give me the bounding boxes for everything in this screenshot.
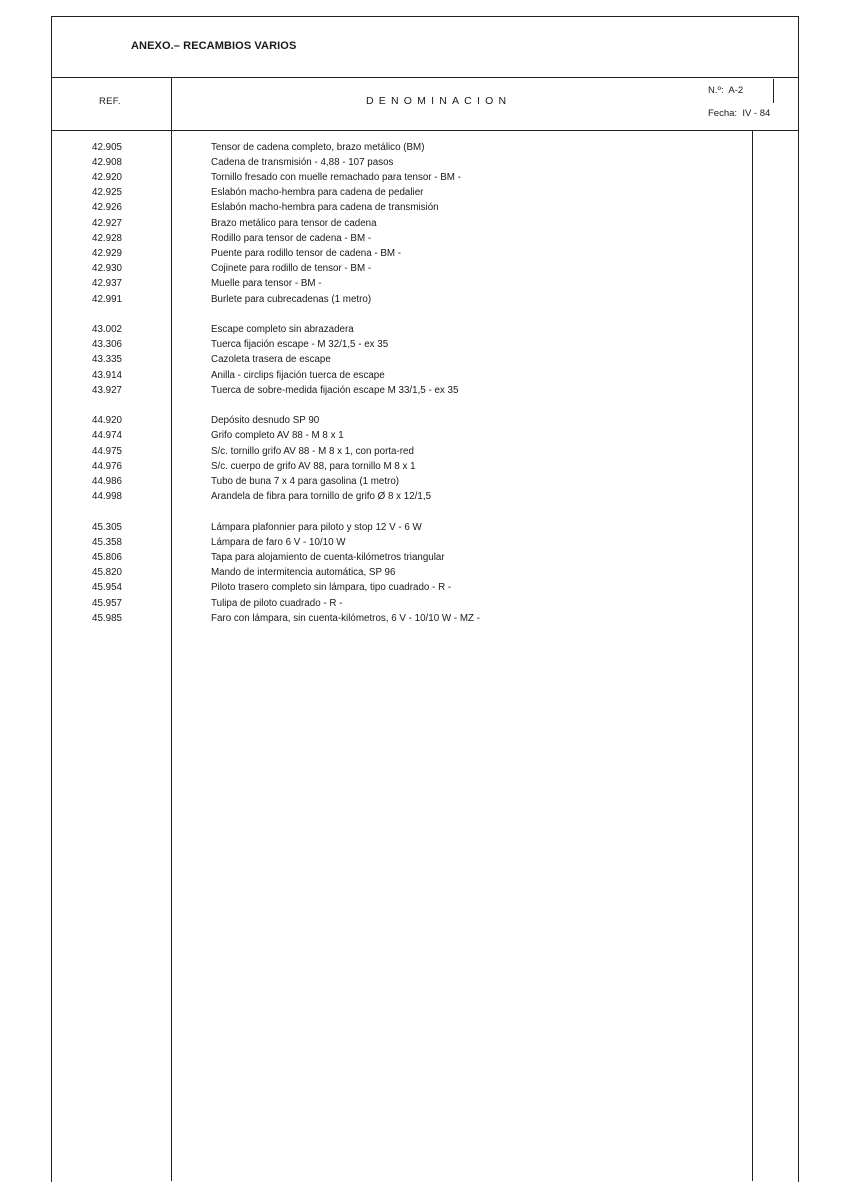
part-description: Tulipa de piloto cuadrado - R - bbox=[211, 597, 343, 609]
part-description: Tubo de buna 7 x 4 para gasolina (1 metro) bbox=[211, 475, 400, 487]
parts-row bbox=[0, 276, 849, 291]
part-ref: 42.928 bbox=[92, 232, 122, 244]
parts-row bbox=[0, 140, 849, 155]
part-description: Cadena de transmisión - 4,88 - 107 pasos bbox=[211, 156, 394, 168]
part-description: Lámpara plafonnier para piloto y stop 12 V - 6 W bbox=[211, 521, 422, 533]
part-ref: 42.937 bbox=[92, 278, 122, 290]
part-description: Tuerca fijación escape - M 32/1,5 - ex 35 bbox=[211, 339, 389, 351]
parts-row bbox=[0, 565, 849, 580]
parts-row bbox=[0, 170, 849, 185]
part-description: S/c. tornillo grifo AV 88 - M 8 x 1, con porta-red bbox=[211, 445, 414, 457]
parts-row bbox=[0, 368, 849, 383]
part-ref: 44.986 bbox=[92, 475, 122, 487]
part-ref: 42.930 bbox=[92, 263, 122, 275]
parts-row bbox=[0, 246, 849, 261]
part-ref: 42.927 bbox=[92, 217, 122, 229]
part-description: Escape completo sin abrazadera bbox=[211, 323, 354, 335]
part-description: Eslabón macho-hembra para cadena de transmisión bbox=[211, 202, 439, 214]
parts-row bbox=[0, 489, 849, 504]
parts-row bbox=[0, 535, 849, 550]
part-ref: 43.306 bbox=[92, 339, 122, 351]
part-description: Tapa para alojamiento de cuenta-kilómetros triangular bbox=[211, 551, 445, 563]
part-description: Grifo completo AV 88 - M 8 x 1 bbox=[211, 430, 344, 442]
page-title: ANEXO.– RECAMBIOS VARIOS bbox=[131, 40, 297, 52]
parts-row bbox=[0, 520, 849, 535]
part-ref: 42.926 bbox=[92, 202, 122, 214]
part-description: Lámpara de faro 6 V - 10/10 W bbox=[211, 536, 346, 548]
part-description: S/c. cuerpo de grifo AV 88, para tornillo M 8 x 1 bbox=[211, 460, 416, 472]
parts-row bbox=[0, 261, 849, 276]
part-ref: 45.954 bbox=[92, 582, 122, 594]
parts-row bbox=[0, 292, 849, 307]
denomination-column-header: DENOMINACION bbox=[366, 95, 512, 107]
part-description: Cojinete para rodillo de tensor - BM - bbox=[211, 263, 372, 275]
part-ref: 45.358 bbox=[92, 536, 122, 548]
document-date: Fecha: IV - 84 bbox=[708, 108, 771, 119]
part-description: Mando de intermitencia automática, SP 96 bbox=[211, 567, 396, 579]
part-ref: 45.957 bbox=[92, 597, 122, 609]
part-description: Rodillo para tensor de cadena - BM - bbox=[211, 232, 372, 244]
part-ref: 44.975 bbox=[92, 445, 122, 457]
part-ref: 42.905 bbox=[92, 141, 122, 153]
parts-row bbox=[0, 200, 849, 215]
part-description: Depósito desnudo SP 90 bbox=[211, 415, 320, 427]
parts-row bbox=[0, 352, 849, 367]
parts-row bbox=[0, 337, 849, 352]
header-divider bbox=[51, 77, 799, 78]
part-ref: 42.991 bbox=[92, 293, 122, 305]
part-description: Faro con lámpara, sin cuenta-kilómetros, 6 V - 10/10 W - MZ - bbox=[211, 612, 480, 624]
table-header-divider bbox=[51, 130, 799, 131]
part-description: Anilla - circlips fijación tuerca de escape bbox=[211, 369, 385, 381]
part-ref: 42.908 bbox=[92, 156, 122, 168]
part-description: Eslabón macho-hembra para cadena de pedalier bbox=[211, 187, 424, 199]
number-tick-mark bbox=[773, 79, 774, 103]
part-description: Muelle para tensor - BM - bbox=[211, 278, 322, 290]
parts-row bbox=[0, 231, 849, 246]
part-ref: 42.929 bbox=[92, 247, 122, 259]
part-description: Tuerca de sobre-medida fijación escape M 33/1,5 - ex 35 bbox=[211, 384, 459, 396]
parts-row bbox=[0, 550, 849, 565]
parts-row bbox=[0, 383, 849, 398]
part-ref: 43.914 bbox=[92, 369, 122, 381]
parts-row bbox=[0, 611, 849, 626]
parts-row bbox=[0, 580, 849, 595]
part-ref: 43.335 bbox=[92, 354, 122, 366]
part-ref: 44.920 bbox=[92, 415, 122, 427]
part-description: Tensor de cadena completo, brazo metálico (BM) bbox=[211, 141, 425, 153]
part-ref: 45.985 bbox=[92, 612, 122, 624]
part-ref: 45.820 bbox=[92, 567, 122, 579]
part-ref: 43.927 bbox=[92, 384, 122, 396]
part-description: Cazoleta trasera de escape bbox=[211, 354, 331, 366]
part-ref: 42.920 bbox=[92, 171, 122, 183]
part-ref: 44.998 bbox=[92, 491, 122, 503]
parts-row bbox=[0, 185, 849, 200]
part-ref: 44.976 bbox=[92, 460, 122, 472]
parts-row bbox=[0, 459, 849, 474]
parts-row bbox=[0, 444, 849, 459]
part-description: Brazo metálico para tensor de cadena bbox=[211, 217, 377, 229]
part-description: Puente para rodillo tensor de cadena - BM - bbox=[211, 247, 402, 259]
document-number: N.º: A-2 bbox=[708, 85, 744, 96]
part-ref: 45.305 bbox=[92, 521, 122, 533]
part-description: Tornillo fresado con muelle remachado para tensor - BM - bbox=[211, 171, 461, 183]
part-ref: 42.925 bbox=[92, 187, 122, 199]
parts-row bbox=[0, 155, 849, 170]
part-description: Piloto trasero completo sin lámpara, tipo cuadrado - R - bbox=[211, 582, 452, 594]
parts-row bbox=[0, 428, 849, 443]
part-description: Burlete para cubrecadenas (1 metro) bbox=[211, 293, 372, 305]
part-ref: 44.974 bbox=[92, 430, 122, 442]
part-ref: 43.002 bbox=[92, 323, 122, 335]
part-description: Arandela de fibra para tornillo de grifo Ø 8 x 12/1,5 bbox=[211, 491, 432, 503]
parts-row bbox=[0, 322, 849, 337]
ref-column-header: REF. bbox=[99, 96, 121, 107]
parts-row bbox=[0, 216, 849, 231]
parts-row bbox=[0, 413, 849, 428]
part-ref: 45.806 bbox=[92, 551, 122, 563]
parts-row bbox=[0, 474, 849, 489]
parts-row bbox=[0, 596, 849, 611]
